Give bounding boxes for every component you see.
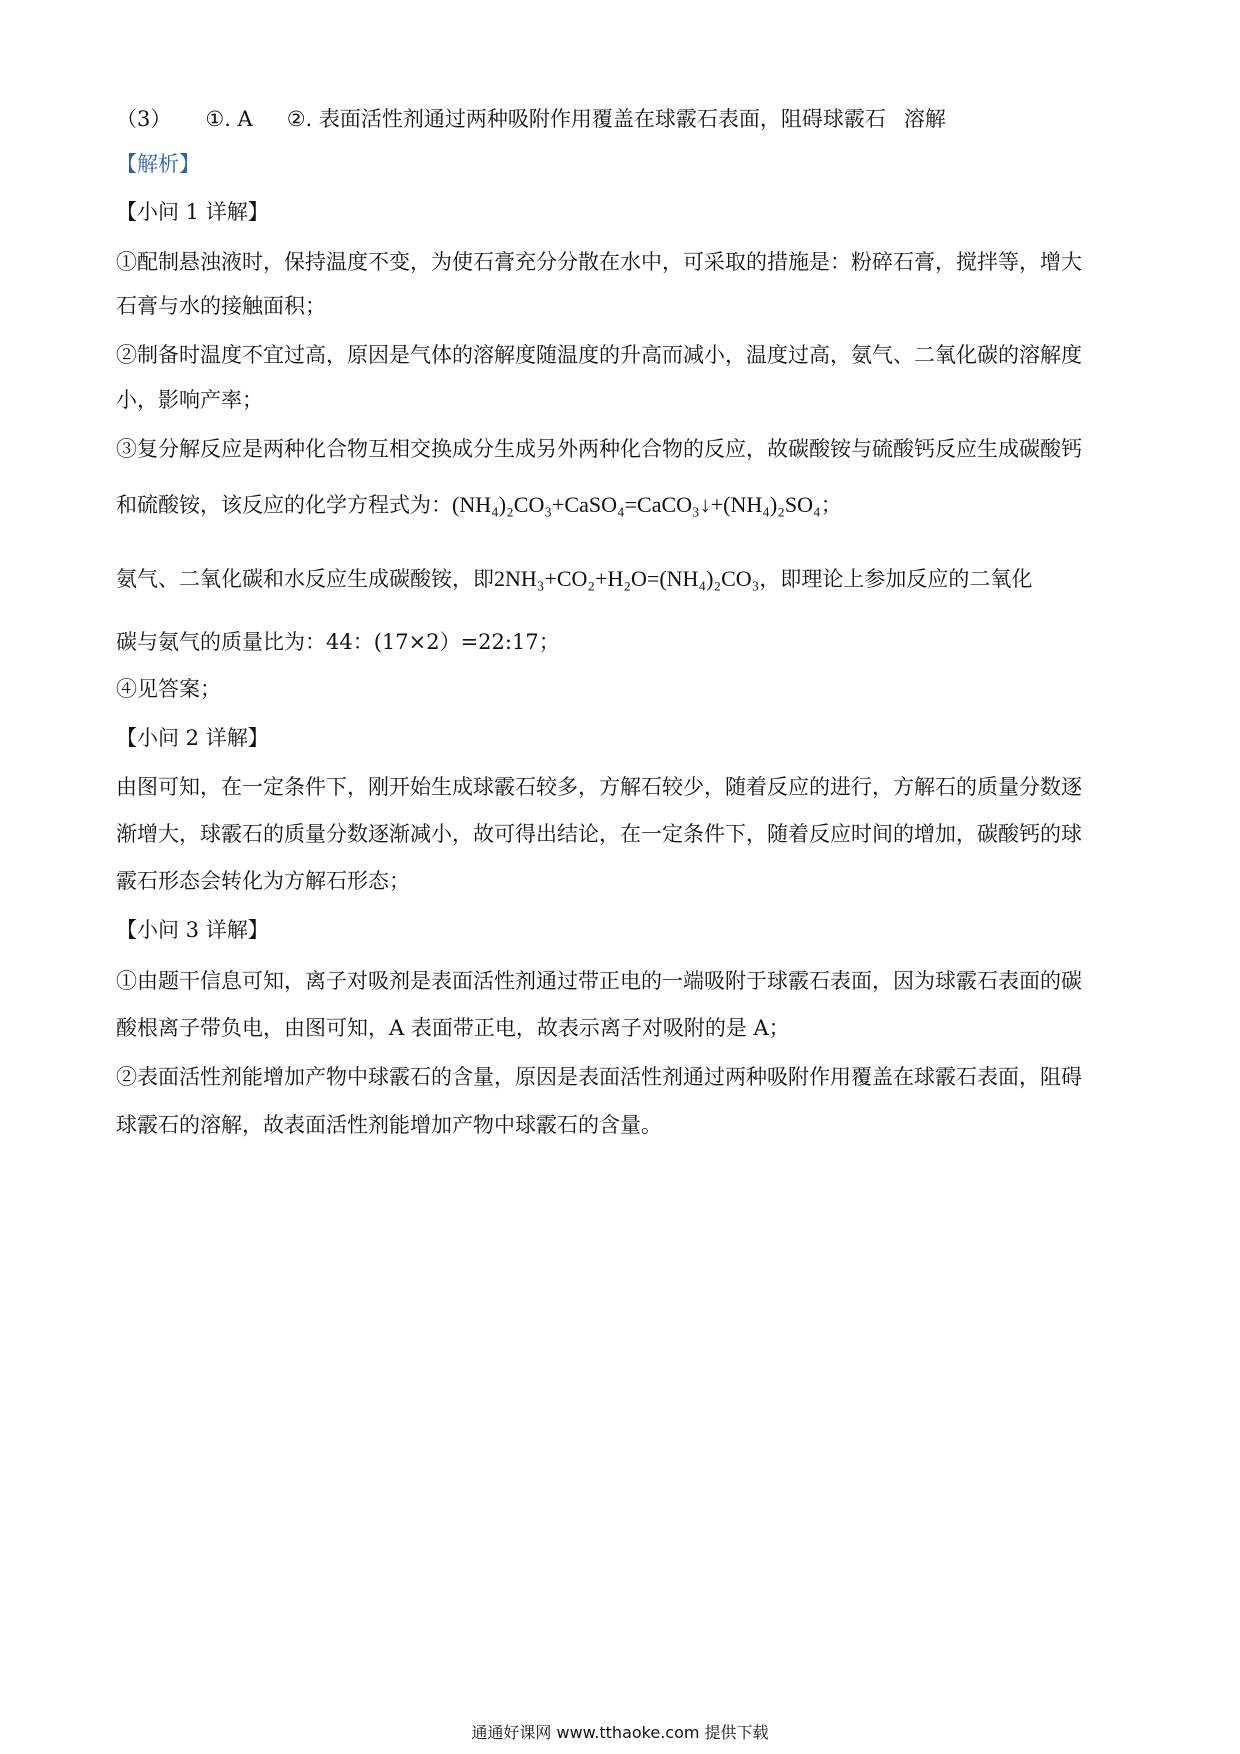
q1-p3-prefix: 和硫酸铵，该反应的化学方程式为： — [116, 493, 452, 517]
q1-p4-prefix: 氨气、二氧化碳和水反应生成碳酸铵，即 — [116, 567, 494, 591]
q3-p2-line1: ②表面活性剂能增加产物中球霰石的含量，原因是表面活性剂通过两种吸附作用覆盖在球霰石表面，阻碍 — [116, 1065, 1082, 1089]
part-label: （3） — [116, 107, 172, 131]
q3-p1-line1: ①由题干信息可知，离子对吸剂是表面活性剂通过带正电的一端吸附于球霰石表面，因为球霰石表面的碳 — [116, 969, 1082, 993]
analysis-heading: 【解析】 — [116, 152, 200, 176]
q1-p4-line2: 碳与氨气的质量比为：44：(17×2）=22:17； — [116, 630, 560, 654]
q3-heading: 【小问 3 详解】 — [116, 918, 269, 942]
q1-p4-line1 — [116, 564, 1126, 594]
answer-item-2-text: 表面活性剂通过两种吸附作用覆盖在球霰石表面，阻碍球霰石 — [318, 107, 886, 131]
footer-text: 通通好课网 www.tthaoke.com 提供下载 — [471, 1723, 769, 1742]
q1-p3-equation: (NH₄)₂CO₃+CaSO₄=CaCO₃↓+(NH₄)₂SO₄ — [452, 492, 821, 517]
q1-p4-suffix: ，即理论上参加反应的二氧化 — [759, 567, 1033, 591]
q2-line3: 霰石形态会转化为方解石形态； — [116, 869, 410, 893]
q1-heading: 【小问 1 详解】 — [116, 200, 269, 224]
q1-p5: ④见答案； — [116, 677, 221, 701]
q1-p1-line1: ①配制悬浊液时，保持温度不变，为使石膏充分分散在水中，可采取的措施是：粉碎石膏，搅拌等，增大 — [116, 250, 1082, 274]
answer-item-2-tail: 溶解 — [903, 107, 946, 131]
answer-item-1: ①. A — [205, 107, 253, 131]
q2-line2: 渐增大，球霰石的质量分数逐渐减小，故可得出结论，在一定条件下，随着反应时间的增加，碳酸钙的球 — [116, 822, 1082, 846]
q2-line1: 由图可知，在一定条件下，刚开始生成球霰石较多，方解石较少，随着反应的进行，方解石的质量分数逐 — [116, 775, 1082, 799]
q3-p2-line2: 球霰石的溶解，故表面活性剂能增加产物中球霰石的含量。 — [116, 1113, 662, 1137]
answer-item-2-label: ②. — [286, 107, 313, 131]
q1-p2-line2: 小，影响产率； — [116, 388, 263, 412]
q3-p1-line2: 酸根离子带负电，由图可知，A 表面带正电，故表示离子对吸附的是 A； — [116, 1016, 790, 1040]
q1-p1-line2: 石膏与水的接触面积； — [116, 294, 326, 318]
q1-p4-equation: 2NH₃+CO₂+H₂O=(NH₄)₂CO₃ — [494, 566, 760, 591]
q2-heading: 【小问 2 详解】 — [116, 726, 269, 750]
q1-p2-line1: ②制备时温度不宜过高，原因是气体的溶解度随温度的升高而减小，温度过高，氨气、二氧化碳的溶解度 — [116, 343, 1082, 367]
q1-p3-line2 — [116, 490, 1126, 520]
q1-p3-line1: ③复分解反应是两种化合物互相交换成分生成另外两种化合物的反应，故碳酸铵与硫酸钙反应生成碳酸钙 — [116, 437, 1082, 461]
answer-line — [116, 104, 1126, 134]
q1-p3-suffix: ； — [820, 493, 842, 517]
